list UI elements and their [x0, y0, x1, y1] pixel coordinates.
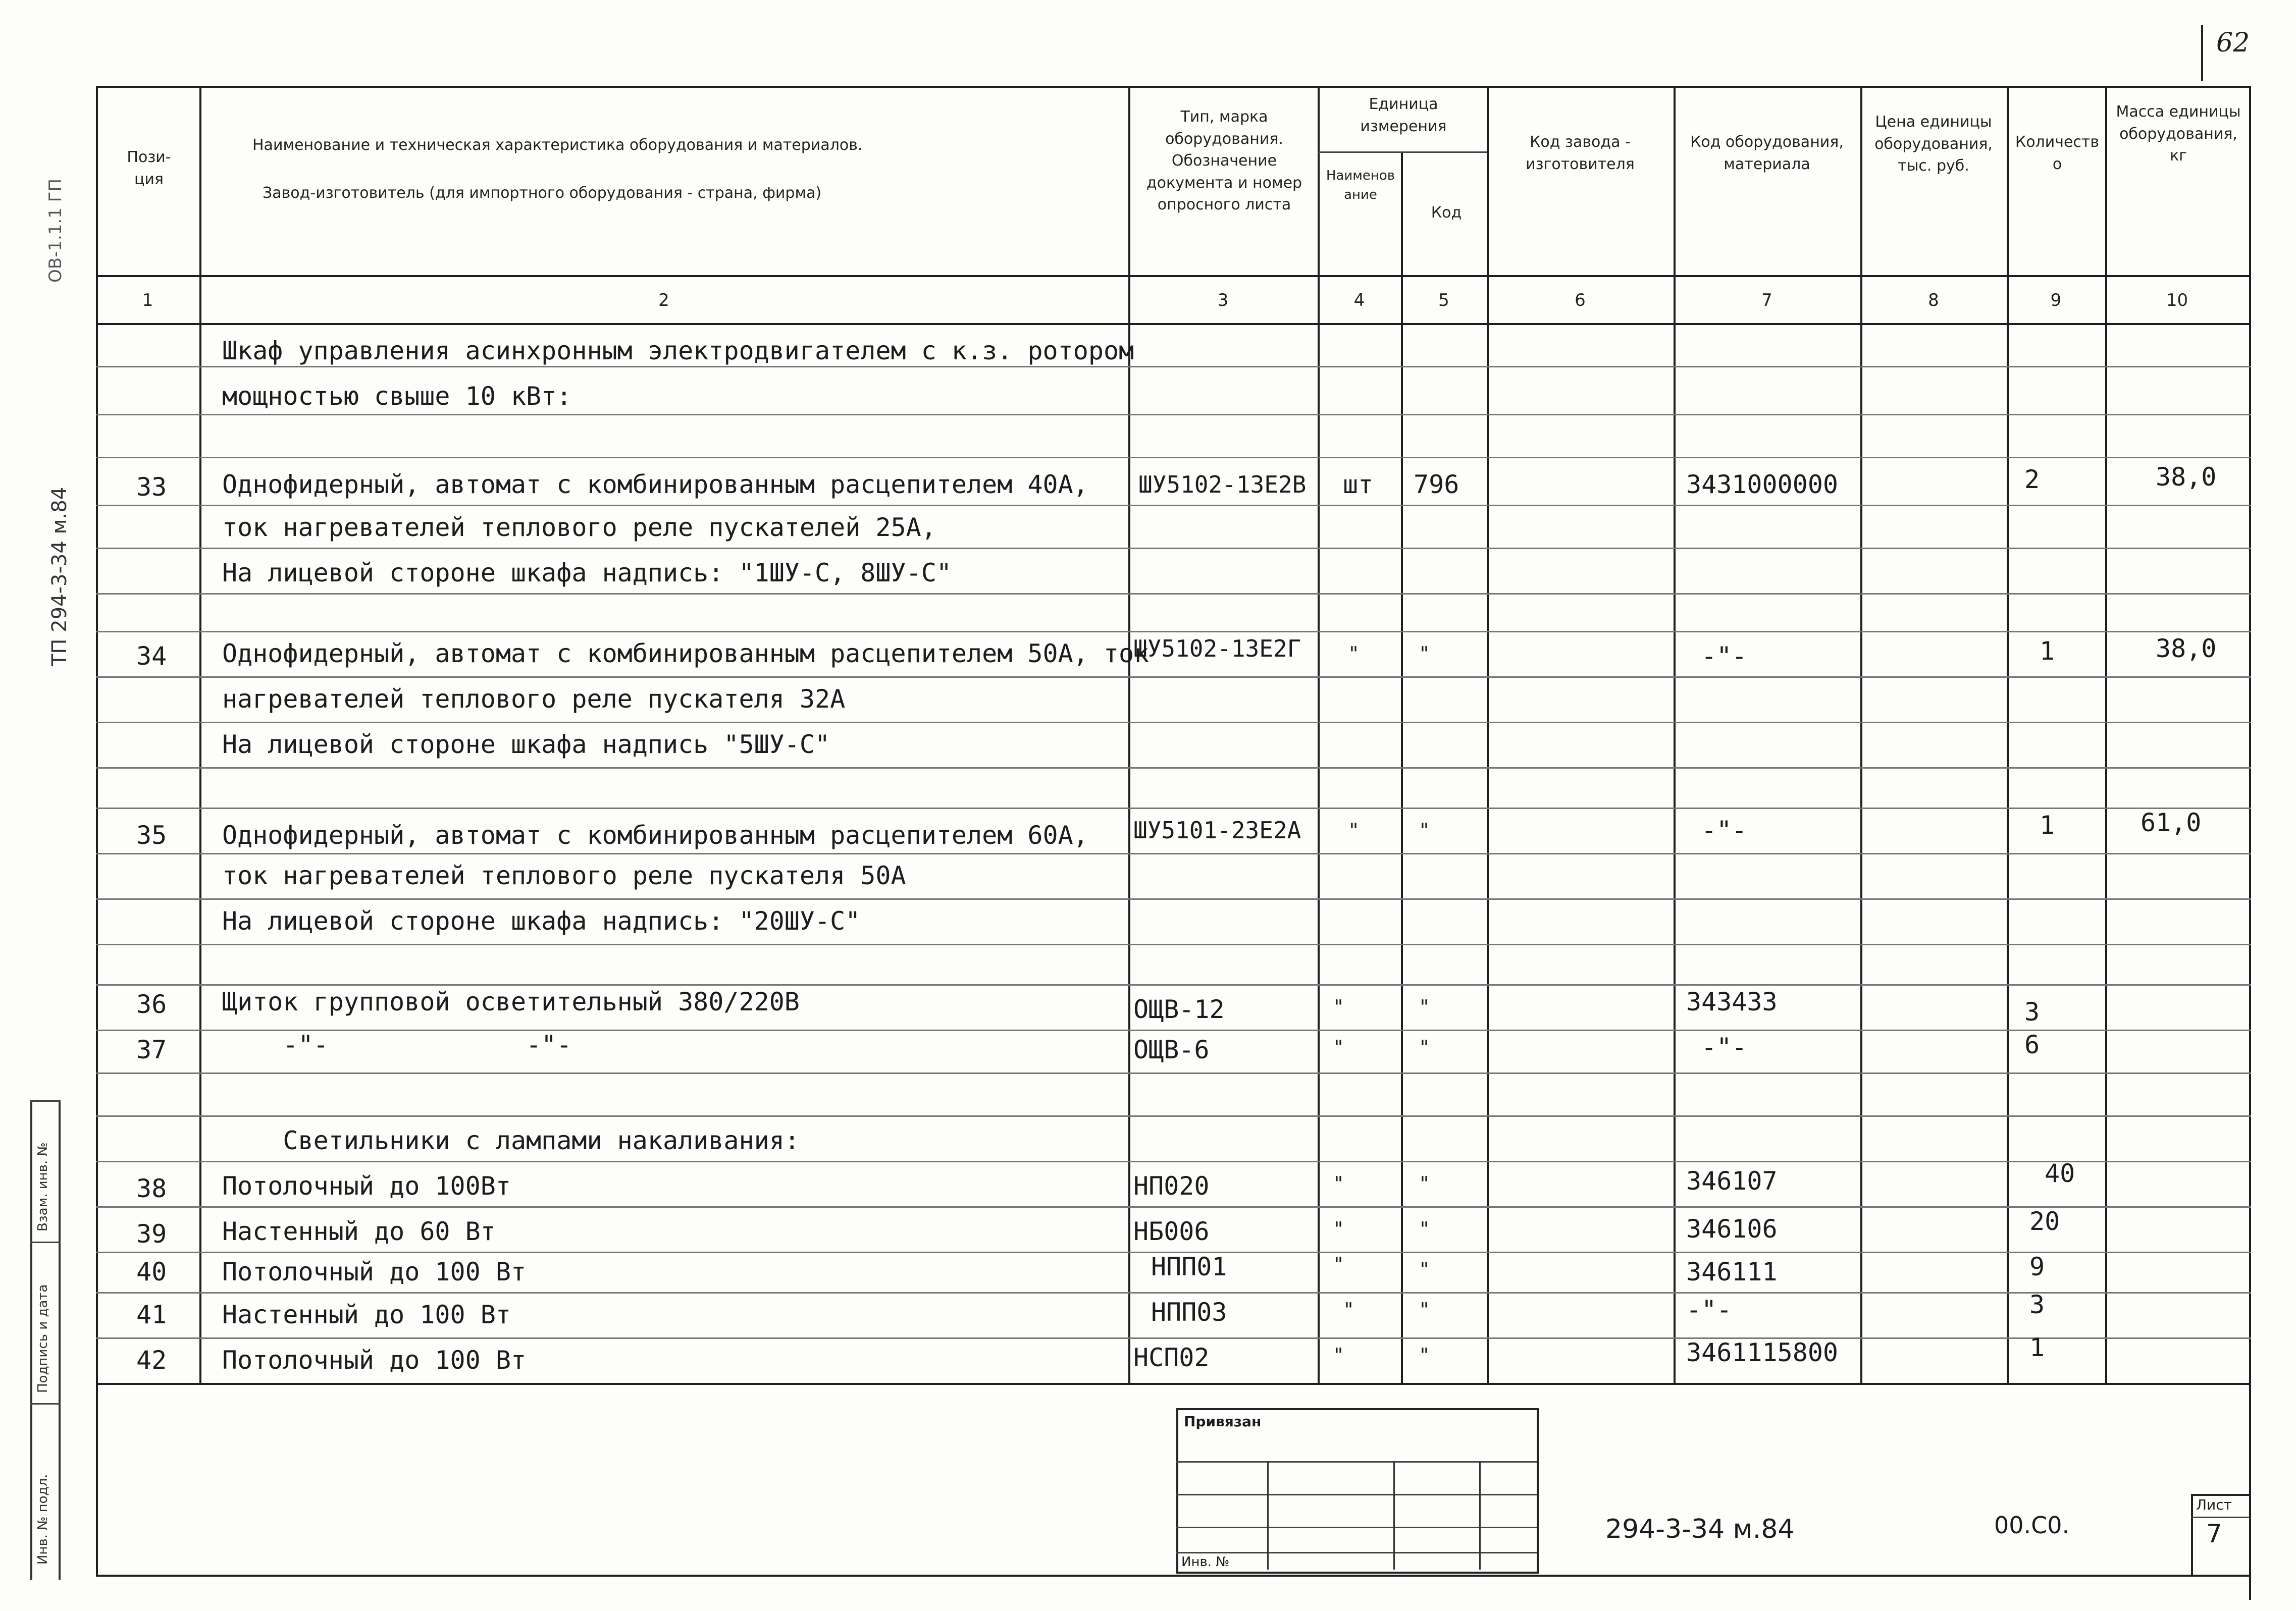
cell-equipment-code: -"-	[1701, 641, 1747, 671]
cell-name: -"- -"-	[222, 1030, 572, 1059]
cell-type: ШУ5102-13Е2В	[1138, 471, 1307, 498]
colnum-6: 6	[1575, 290, 1586, 310]
cell-unit-code: "	[1419, 1172, 1430, 1195]
cell-name: На лицевой стороне шкафа надпись: "20ШУ-С"	[222, 906, 861, 936]
cell-type: НПП03	[1151, 1298, 1227, 1327]
cell-name: ток нагревателей теплового реле пускателя 50А	[222, 861, 906, 890]
cell-unit-code: "	[1419, 1036, 1430, 1058]
cell-unit-code: "	[1419, 996, 1430, 1018]
cell-quantity: 3	[2029, 1290, 2045, 1319]
header-price: Цена единицы оборудования, тыс. руб.	[1874, 113, 1993, 175]
sidebar-field-vzam: Взам. инв. №	[35, 1142, 50, 1231]
cell-mass: 61,0	[2141, 808, 2202, 837]
cell-name: Потолочный до 100 Вт	[222, 1346, 527, 1375]
inv-label: Инв. №	[1181, 1554, 1230, 1570]
header-position: Пози-ция	[127, 148, 171, 188]
cell-unit-code: "	[1419, 1344, 1430, 1366]
cell-position: 38	[136, 1174, 167, 1203]
cell-mass: 38,0	[2156, 462, 2217, 492]
cell-name: На лицевой стороне шкафа надпись: "1ШУ-С, 8ШУ-С"	[222, 558, 952, 587]
cell-type: ОЩВ-6	[1133, 1035, 1210, 1064]
colnum-3: 3	[1217, 290, 1229, 310]
cell-type: НП020	[1133, 1171, 1210, 1201]
cell-unit-code: 796	[1414, 470, 1459, 499]
cell-name: Щиток групповой осветительный 380/220В	[222, 987, 800, 1016]
cell-unit: "	[1343, 1299, 1354, 1321]
cell-name: Потолочный до 100 Вт	[222, 1257, 527, 1286]
cell-type: ШУ5102-13Е2Г	[1133, 635, 1301, 662]
cell-name: Потолочный до 100Вт	[222, 1171, 511, 1201]
cell-unit: "	[1348, 819, 1360, 841]
cell-name: Светильники с лампами накаливания:	[222, 1126, 800, 1155]
header-name-line2: Завод-изготовитель (для импортного оборудования - страна, фирма)	[263, 184, 822, 202]
page-number-divider	[2201, 25, 2203, 81]
cell-position: 42	[136, 1346, 167, 1375]
cell-name: Шкаф управления асинхронным электродвигателем с к.з. ротором	[222, 336, 1134, 365]
cell-position: 41	[136, 1300, 167, 1329]
cell-position: 39	[136, 1219, 167, 1249]
header-quantity: Количество	[2015, 133, 2100, 173]
cell-position: 37	[136, 1035, 167, 1064]
list-label: Лист	[2196, 1496, 2232, 1513]
cell-unit: шт	[1343, 470, 1374, 499]
cell-unit: "	[1333, 1036, 1344, 1058]
cell-name: мощностью свыше 10 кВт:	[222, 382, 572, 411]
list-number: 7	[2206, 1519, 2222, 1548]
header-type: Тип, марка оборудования. Обозначение документа и номер опросного листа	[1146, 108, 1302, 213]
cell-unit: "	[1333, 1253, 1344, 1275]
cell-quantity: 1	[2040, 811, 2055, 840]
header-factory-code: Код завода - изготовителя	[1526, 133, 1635, 173]
sheet-suffix: 00.С0.	[1994, 1512, 2070, 1539]
cell-name: ток нагревателей теплового реле пускателей 25А,	[222, 513, 936, 542]
colnum-1: 1	[142, 290, 153, 310]
cell-quantity: 1	[2029, 1333, 2045, 1362]
page-number: 62	[2216, 28, 2250, 58]
cell-name: Однофидерный, автомат с комбинированным расцепителем 40А,	[222, 470, 1088, 499]
sheet-code: 294-3-34 м.84	[1605, 1514, 1795, 1544]
cell-unit: "	[1333, 1172, 1344, 1195]
cell-position: 33	[136, 472, 167, 502]
cell-type: НБ006	[1133, 1217, 1210, 1246]
cell-equipment-code: -"-	[1701, 816, 1747, 845]
cell-equipment-code: 3461115800	[1686, 1338, 1839, 1367]
cell-equipment-code: 343433	[1686, 987, 1778, 1016]
cell-name: Настенный до 100 Вт	[222, 1300, 511, 1329]
cell-position: 34	[136, 641, 167, 671]
cell-type: НСП02	[1133, 1343, 1210, 1372]
header-equipment-code: Код оборудования, материала	[1690, 133, 1844, 173]
cell-name: Однофидерный, автомат с комбинированным расцепителем 50А, ток	[222, 639, 1150, 668]
cell-name: нагревателей теплового реле пускателя 32А	[222, 684, 846, 714]
cell-type: ОЩВ-12	[1133, 995, 1225, 1024]
cell-quantity: 2	[2024, 465, 2040, 494]
colnum-2: 2	[658, 290, 669, 310]
cell-unit: "	[1348, 642, 1360, 665]
cell-equipment-code: 346111	[1686, 1257, 1778, 1286]
header-mass: Масса единицы оборудования, кг	[2116, 103, 2241, 165]
stamp-label: Привязан	[1184, 1413, 1262, 1430]
cell-name: Настенный до 60 Вт	[222, 1217, 496, 1246]
cell-equipment-code: 346107	[1686, 1166, 1778, 1196]
sidebar-field-inv: Инв. № подл.	[35, 1474, 50, 1565]
cell-name: Однофидерный, автомат с комбинированным расцепителем 60А,	[222, 821, 1088, 850]
colnum-5: 5	[1438, 290, 1449, 310]
cell-quantity: 9	[2029, 1252, 2045, 1281]
cell-unit-code: "	[1419, 819, 1430, 841]
cell-equipment-code: -"-	[1686, 1295, 1732, 1324]
cell-equipment-code: -"-	[1701, 1033, 1747, 1062]
cell-unit: "	[1333, 1344, 1344, 1366]
cell-quantity: 1	[2040, 636, 2055, 666]
cell-unit-code: "	[1419, 1299, 1430, 1321]
cell-name: На лицевой стороне шкафа надпись "5ШУ-С"	[222, 730, 830, 759]
header-unit-code: Код	[1431, 204, 1462, 222]
colnum-8: 8	[1928, 290, 1939, 310]
sidebar-field-sign: Подпись и дата	[35, 1284, 50, 1393]
sidebar-top-mark: ОВ-1.1.1 ГП	[45, 179, 66, 283]
cell-type: НПП01	[1151, 1252, 1227, 1281]
cell-equipment-code: 346106	[1686, 1214, 1778, 1244]
header-unit: Единица измерения	[1360, 95, 1447, 135]
colnum-10: 10	[2166, 290, 2188, 310]
cell-unit-code: "	[1419, 1218, 1430, 1240]
cell-unit-code: "	[1419, 642, 1430, 665]
cell-type: ШУ5101-23Е2А	[1133, 817, 1301, 844]
cell-quantity: 40	[2045, 1159, 2075, 1188]
cell-unit-code: "	[1419, 1258, 1430, 1280]
cell-mass: 38,0	[2156, 634, 2217, 663]
cell-equipment-code: 3431000000	[1686, 470, 1839, 499]
cell-position: 36	[136, 990, 167, 1019]
cell-quantity: 20	[2029, 1207, 2060, 1236]
header-name-line1: Наименование и техническая характеристика оборудования и материалов.	[252, 136, 863, 154]
colnum-7: 7	[1761, 290, 1772, 310]
colnum-9: 9	[2050, 290, 2062, 310]
sidebar-project-code: ТП 294-3-34 м.84	[48, 487, 71, 666]
colnum-4: 4	[1353, 290, 1365, 310]
cell-position: 35	[136, 821, 167, 850]
header-unit-name: Наименование	[1326, 168, 1395, 202]
cell-position: 40	[136, 1257, 167, 1286]
cell-quantity: 3	[2024, 997, 2040, 1027]
cell-unit: "	[1333, 996, 1344, 1018]
cell-quantity: 6	[2024, 1030, 2040, 1059]
cell-unit: "	[1333, 1218, 1344, 1240]
